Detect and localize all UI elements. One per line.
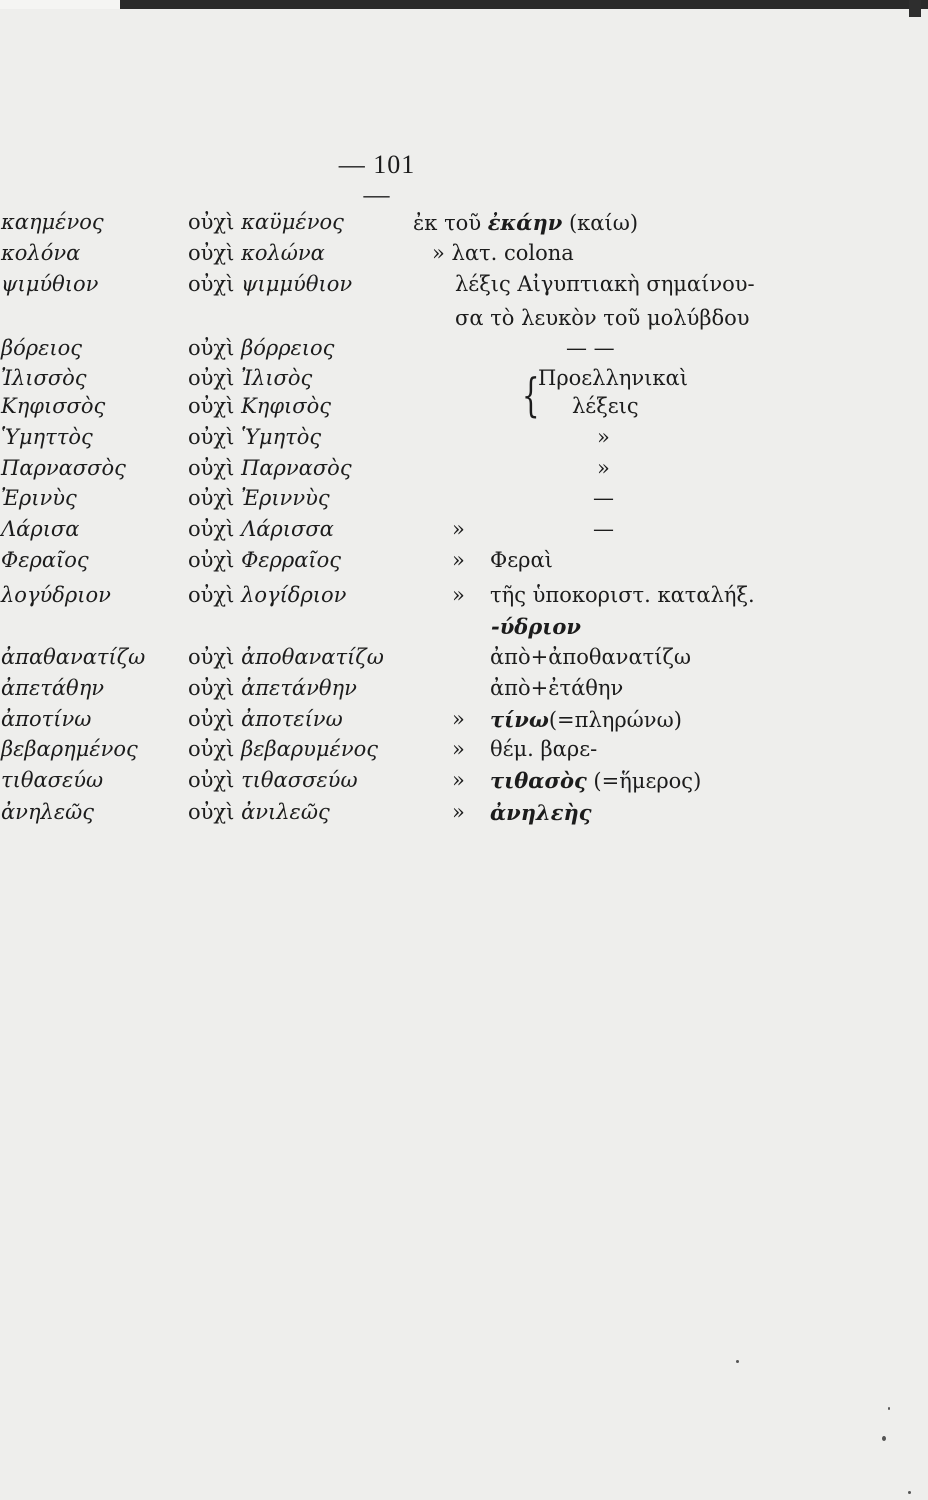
- scan-edge-mark: [909, 0, 921, 17]
- etymology: Προελληνικαὶ: [538, 366, 688, 390]
- scan-speck: [888, 1407, 890, 1410]
- etymology-italic: τιθασὸς: [490, 768, 587, 793]
- correct-form: Κηφισσὸς: [1, 394, 106, 418]
- incorrect-form: [188, 241, 325, 265]
- table-row: [0, 306, 928, 338]
- ditto-mark: »: [452, 800, 465, 824]
- scan-top-border: [0, 0, 928, 9]
- scan-speck: [908, 1491, 911, 1494]
- incorrect-word: κολώνα: [241, 241, 325, 265]
- incorrect-form: [188, 272, 352, 296]
- etymology: »: [597, 456, 610, 480]
- ouchi-label: οὐχὶ: [188, 425, 235, 449]
- ditto-mark: »: [452, 768, 465, 792]
- incorrect-form: [188, 707, 343, 731]
- incorrect-word: καϋμένος: [241, 210, 344, 234]
- etymology: λέξις Αἰγυπτιακὴ σημαίνου-: [455, 272, 755, 296]
- ouchi-label: οὐχὶ: [188, 456, 235, 480]
- etymology: —: [593, 517, 614, 541]
- etymology: »: [597, 425, 610, 449]
- incorrect-form: [188, 336, 334, 360]
- scan-top-border-gap: [0, 0, 120, 9]
- ouchi-label: οὐχὶ: [188, 517, 235, 541]
- table-row: [0, 394, 928, 426]
- etymology: — —: [566, 336, 615, 360]
- table-row: [0, 272, 928, 304]
- ditto-mark: »: [452, 737, 465, 761]
- ouchi-label: οὐχὶ: [188, 210, 235, 234]
- etymology: [490, 707, 682, 732]
- etymology-italic: ἀνηλεὴς: [490, 800, 592, 825]
- incorrect-word: Ἰλισὸς: [241, 366, 313, 390]
- incorrect-form: [188, 425, 321, 449]
- scan-speck: [736, 1360, 739, 1363]
- table-row: [0, 548, 928, 580]
- etymology: ἀπὸ+ἀποθανατίζω: [490, 645, 691, 669]
- etymology: [413, 210, 638, 235]
- etymology: —: [593, 486, 614, 510]
- correct-form: ἀπετάθην: [1, 676, 105, 700]
- ditto-mark: »: [452, 583, 465, 607]
- incorrect-word: βεβαρυμένος: [241, 737, 378, 761]
- table-row: [0, 737, 928, 769]
- correct-form: Φεραῖος: [1, 548, 89, 572]
- incorrect-word: Ὑμητὸς: [241, 425, 322, 449]
- ouchi-label: οὐχὶ: [188, 737, 235, 761]
- correct-form: βεβαρημένος: [1, 737, 138, 761]
- table-row: [0, 676, 928, 708]
- correct-form: Ἐρινὺς: [1, 486, 77, 510]
- etymology-italic: τίνω: [490, 707, 549, 732]
- incorrect-word: Φερραῖος: [241, 548, 342, 572]
- ouchi-label: οὐχὶ: [188, 676, 235, 700]
- incorrect-word: ἀνιλεῶς: [241, 800, 330, 824]
- correct-form: ψιμύθιον: [1, 272, 99, 296]
- ouchi-label: οὐχὶ: [188, 583, 235, 607]
- ouchi-label: οὐχὶ: [188, 800, 235, 824]
- incorrect-form: [188, 456, 352, 480]
- incorrect-word: Κηφισὸς: [241, 394, 332, 418]
- etymology-italic: -ύδριον: [491, 614, 581, 639]
- ouchi-label: οὐχὶ: [188, 241, 235, 265]
- etymology-text-after: (=ἥμερος): [586, 769, 702, 793]
- correct-form: Παρνασσὸς: [1, 456, 126, 480]
- ditto-mark: »: [452, 707, 465, 731]
- etymology-text-after: (καίω): [562, 211, 639, 235]
- ouchi-label: οὐχὶ: [188, 486, 235, 510]
- incorrect-form: [188, 210, 344, 234]
- page-number: — 101 —: [338, 150, 416, 209]
- incorrect-form: [188, 517, 334, 541]
- incorrect-word: ἀπετάνθην: [241, 676, 357, 700]
- correct-form: ἀπαθανατίζω: [1, 645, 146, 669]
- incorrect-word: λογίδριον: [241, 583, 347, 607]
- scan-speck: [882, 1436, 886, 1441]
- etymology: ἀπὸ+ἐτάθην: [490, 676, 624, 700]
- etymology-text: ἐκ τοῦ: [413, 211, 488, 235]
- incorrect-word: ἀποτείνω: [241, 707, 343, 731]
- etymology: θέμ. βαρε-: [490, 737, 598, 761]
- correct-form: Λάρισα: [1, 517, 80, 541]
- ditto-mark: »: [452, 517, 465, 541]
- incorrect-form: [188, 645, 384, 669]
- correct-form: Ὑμηττὸς: [1, 425, 93, 449]
- etymology: » λατ. colona: [432, 241, 574, 265]
- etymology: [490, 768, 701, 793]
- etymology: Φεραὶ: [490, 548, 553, 572]
- ouchi-label: οὐχὶ: [188, 645, 235, 669]
- ouchi-label: οὐχὶ: [188, 768, 235, 792]
- incorrect-word: Ἐριννὺς: [241, 486, 330, 510]
- etymology: τῆς ὑποκοριστ. καταλήξ.: [490, 583, 755, 607]
- table-row: [0, 614, 928, 646]
- incorrect-form: [188, 394, 331, 418]
- table-row: [0, 241, 928, 273]
- correct-form: καημένος: [1, 210, 104, 234]
- incorrect-form: [188, 583, 346, 607]
- correct-form: κολόνα: [1, 241, 81, 265]
- etymology-italic: ἐκάην: [487, 210, 563, 235]
- correct-form: ἀποτίνω: [1, 707, 92, 731]
- incorrect-form: [188, 768, 358, 792]
- correct-form: Ἰλισσὸς: [1, 366, 87, 390]
- incorrect-word: ἀποθανατίζω: [241, 645, 384, 669]
- correct-form: τιθασεύω: [1, 768, 104, 792]
- incorrect-form: [188, 548, 341, 572]
- ditto-mark: »: [452, 548, 465, 572]
- table-row: [0, 707, 928, 739]
- table-row: [0, 425, 928, 457]
- correct-form: λογύδριον: [1, 583, 111, 607]
- incorrect-form: [188, 366, 312, 390]
- ouchi-label: οὐχὶ: [188, 272, 235, 296]
- correct-form: βόρειος: [1, 336, 83, 360]
- incorrect-form: [188, 486, 330, 510]
- table-row: [0, 336, 928, 368]
- etymology: σα τὸ λευκὸν τοῦ μολύβδου: [455, 306, 750, 330]
- etymology-text-after: (=πληρώνω): [548, 708, 682, 732]
- table-row: [0, 645, 928, 677]
- ouchi-label: οὐχὶ: [188, 394, 235, 418]
- incorrect-form: [188, 800, 330, 824]
- table-row: [0, 583, 928, 615]
- incorrect-word: Λάρισσα: [241, 517, 334, 541]
- incorrect-word: ψιμμύθιον: [241, 272, 353, 296]
- incorrect-form: [188, 676, 357, 700]
- table-row: [0, 486, 928, 518]
- curly-brace-mark: {: [522, 368, 540, 422]
- ouchi-label: οὐχὶ: [188, 548, 235, 572]
- ouchi-label: οὐχὶ: [188, 707, 235, 731]
- incorrect-word: βόρρειος: [241, 336, 335, 360]
- table-row: [0, 800, 928, 832]
- incorrect-form: [188, 737, 378, 761]
- table-row: [0, 517, 928, 549]
- table-row: [0, 210, 928, 242]
- etymology: λέξεις: [572, 394, 639, 418]
- ouchi-label: οὐχὶ: [188, 336, 235, 360]
- incorrect-word: τιθασσεύω: [241, 768, 358, 792]
- incorrect-word: Παρνασὸς: [241, 456, 352, 480]
- ouchi-label: οὐχὶ: [188, 366, 235, 390]
- correct-form: ἀνηλεῶς: [1, 800, 94, 824]
- table-row: [0, 456, 928, 488]
- table-row: [0, 768, 928, 800]
